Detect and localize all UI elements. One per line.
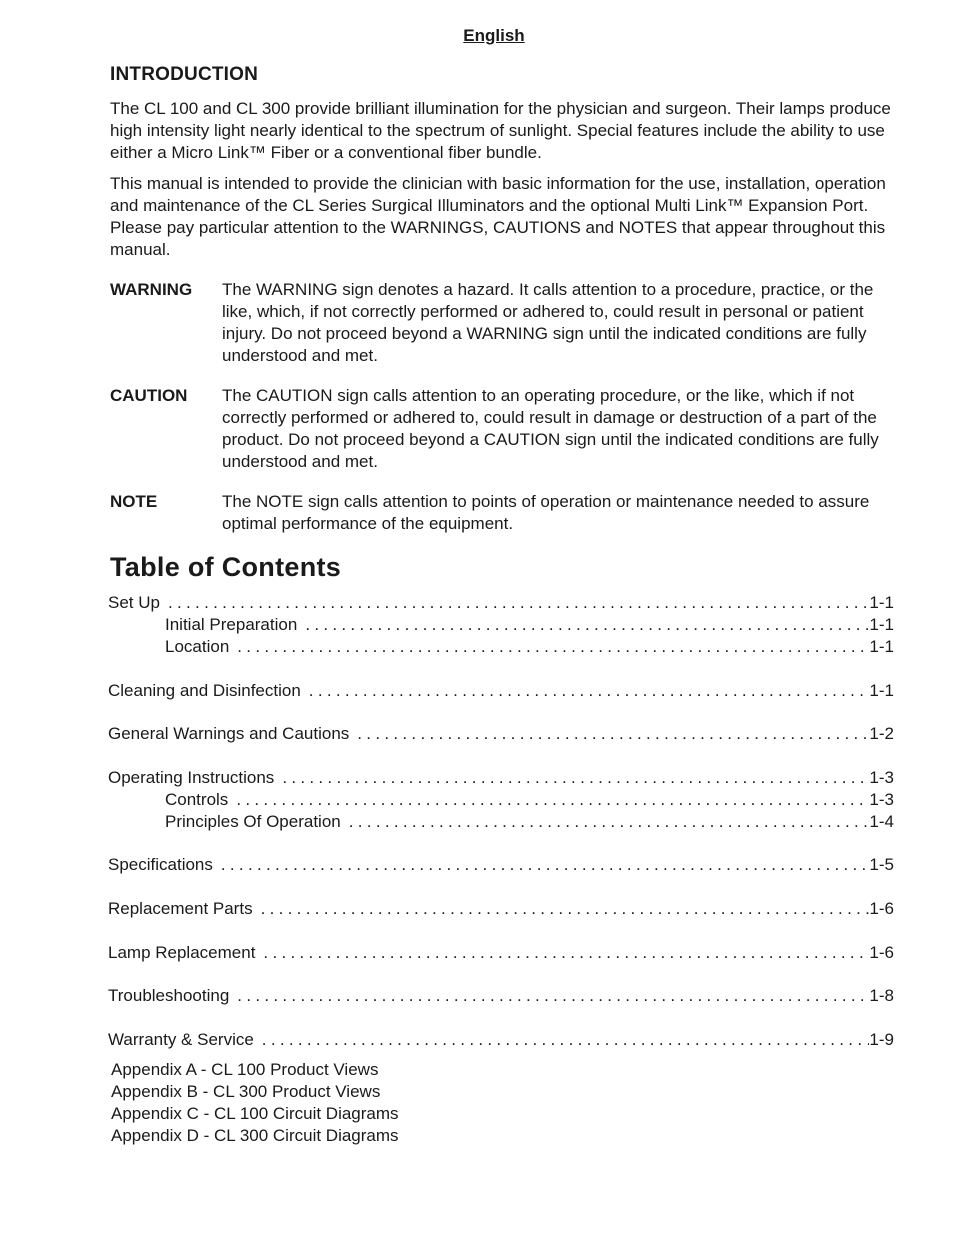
- toc-entry-cleaning[interactable]: [108, 680, 894, 702]
- leader-dots: [357, 723, 869, 745]
- toc-entry-page: 1-1: [869, 593, 894, 612]
- intro-paragraph-1: The CL 100 and CL 300 provide brilliant illumination for the physician and surgeon. Their lamps produce high intensity light nearly identical to the spectrum of sunlight. Special features include the ability to use either a Micro Link™ Fiber or a conventional fiber bundle.: [110, 99, 891, 162]
- toc-entry-title: Set Up: [108, 593, 160, 612]
- toc-entry-page: 1-3: [869, 768, 894, 787]
- toc-entry-page: 1-6: [869, 943, 894, 962]
- appendix-a[interactable]: Appendix A - CL 100 Product Views: [111, 1060, 379, 1079]
- warning-notice: [110, 279, 900, 367]
- note-label: NOTE: [110, 492, 158, 511]
- toc-entry-page: 1-8: [869, 986, 894, 1005]
- toc-entry-page: 1-9: [869, 1030, 894, 1049]
- toc-entry-title: Initial Preparation: [165, 615, 298, 634]
- toc-entry-page: 1-5: [869, 855, 894, 874]
- language-heading: English: [463, 26, 525, 45]
- toc-entry-page: 1-3: [869, 790, 894, 809]
- leader-dots: [305, 614, 869, 636]
- toc-entry-operating-instructions[interactable]: [108, 767, 894, 789]
- leader-dots: [237, 985, 869, 1007]
- toc-entry-title: Lamp Replacement: [108, 943, 256, 962]
- toc-entry-title: Warranty & Service: [108, 1030, 254, 1049]
- leader-dots: [262, 1029, 870, 1051]
- caution-label: CAUTION: [110, 386, 188, 405]
- toc-entry-warranty[interactable]: [108, 1029, 894, 1051]
- toc-entry-title: Cleaning and Disinfection: [108, 681, 301, 700]
- toc-entry-general-warnings[interactable]: [108, 723, 894, 745]
- toc-entry-page: 1-1: [869, 681, 894, 700]
- toc-entry-set-up[interactable]: [108, 592, 894, 614]
- leader-dots: [349, 811, 870, 833]
- leader-dots: [221, 854, 870, 876]
- toc-title: Table of Contents: [110, 552, 342, 582]
- toc-entry-title: Principles Of Operation: [165, 812, 341, 831]
- toc-entry-troubleshooting[interactable]: [108, 985, 894, 1007]
- toc-entry-title: Specifications: [108, 855, 213, 874]
- toc-entry-title: Location: [165, 637, 230, 656]
- toc-entry-location[interactable]: [165, 636, 894, 658]
- toc-entry-lamp-replacement[interactable]: [108, 942, 894, 964]
- leader-dots: [237, 636, 869, 658]
- warning-label: WARNING: [110, 280, 193, 299]
- appendix-c[interactable]: Appendix C - CL 100 Circuit Diagrams: [111, 1104, 399, 1123]
- note-notice: [110, 491, 900, 535]
- toc-entry-replacement-parts[interactable]: [108, 898, 894, 920]
- toc-entry-title: Replacement Parts: [108, 899, 253, 918]
- note-text: The NOTE sign calls attention to points of operation or maintenance needed to assure optimal performance of the equipment.: [222, 492, 870, 533]
- leader-dots: [263, 942, 869, 964]
- appendix-d[interactable]: Appendix D - CL 300 Circuit Diagrams: [111, 1126, 399, 1145]
- toc-entry-specifications[interactable]: [108, 854, 894, 876]
- introduction-heading: INTRODUCTION: [110, 64, 259, 85]
- leader-dots: [282, 767, 869, 789]
- toc-entry-title: Troubleshooting: [108, 986, 230, 1005]
- leader-dots: [236, 789, 869, 811]
- toc-entry-controls[interactable]: [165, 789, 894, 811]
- toc-entry-page: 1-6: [869, 899, 894, 918]
- toc-entry-title: Controls: [165, 790, 229, 809]
- warning-text: The WARNING sign denotes a hazard. It calls attention to a procedure, practice, or the like, which, if not correctly performed or adhered to, could result in personal or patient injury. Do not proceed beyond a WARNING sign until the indicated conditions are fully understood and met.: [222, 280, 874, 365]
- leader-dots: [261, 898, 870, 920]
- toc-entry-page: 1-1: [869, 637, 894, 656]
- appendix-list: [111, 1059, 399, 1147]
- intro-paragraph-2: This manual is intended to provide the clinician with basic information for the use, installation, operation and maintenance of the CL Series Surgical Illuminators and the optional Multi Link™ Expansion Port. Please pay particular attention to the WARNINGS, CAUTIONS and NOTES that appear throughout this manual.: [110, 174, 886, 259]
- toc-entry-principles[interactable]: [165, 811, 894, 833]
- toc-entry-title: General Warnings and Cautions: [108, 724, 350, 743]
- toc-entry-page: 1-4: [869, 812, 894, 831]
- toc-entry-page: 1-2: [869, 724, 894, 743]
- leader-dots: [309, 680, 870, 702]
- caution-text: The CAUTION sign calls attention to an operating procedure, or the like, which if not correctly performed or adhered to, could result in damage or destruction of a part of the product. Do not proceed beyond a CAUTION sign until the indicated conditions are fully understood and met.: [222, 386, 879, 471]
- toc-entry-initial-preparation[interactable]: [165, 614, 894, 636]
- appendix-b[interactable]: Appendix B - CL 300 Product Views: [111, 1082, 381, 1101]
- leader-dots: [168, 592, 869, 614]
- toc-entry-title: Operating Instructions: [108, 768, 275, 787]
- caution-notice: [110, 385, 900, 473]
- toc-entry-page: 1-1: [869, 615, 894, 634]
